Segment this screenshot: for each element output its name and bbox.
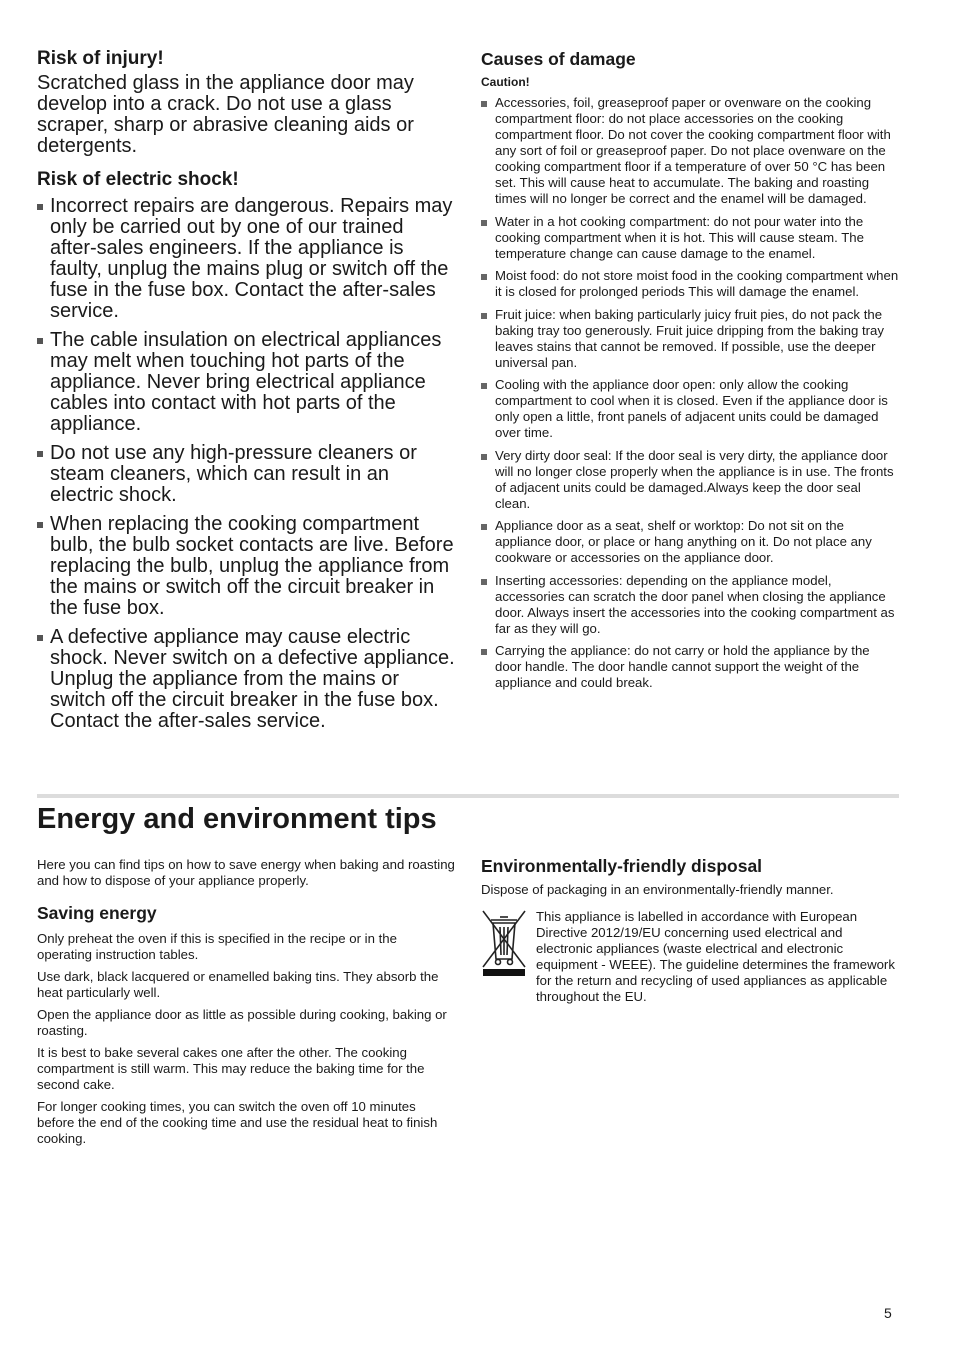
list-item: Water in a hot cooking compartment: do not pour water into the cooking compartment when it is hot. This will cause steam. The temperature change can cause damage to the enamel. <box>481 214 899 262</box>
list-item: Incorrect repairs are dangerous. Repairs may only be carried out by one of our trained after-sales engineers. If the appliance is faulty, unplug the mains plug or switch off the fuse in the fuse box. Contact the after-sales service. <box>37 196 455 322</box>
shock-list <box>37 196 455 732</box>
disposal-intro: Dispose of packaging in an environmentally-friendly manner. <box>481 882 834 897</box>
saving-paragraph: For longer cooking times, you can switch the oven off 10 minutes before the end of the cooking time and use the residual heat to finish cooking. <box>37 1099 438 1146</box>
saving-column <box>37 857 455 1153</box>
list-item: Inserting accessories: depending on the appliance model, accessories can scratch the door panel when closing the appliance door. Always insert the accessories into the cooking compartment as far as they will go. <box>481 573 899 637</box>
list-item: Do not use any high-pressure cleaners or steam cleaners, which can result in an electric shock. <box>37 443 455 506</box>
list-item: Very dirty door seal: If the door seal is very dirty, the appliance door will no longer close properly when the appliance is in use. The fronts of adjacent units could be damaged.Always keep the door seal clean. <box>481 448 899 512</box>
list-item: Cooling with the appliance door open: only allow the cooking compartment to cool when it is closed. Even if the appliance door is only open a little, front panels of adjacent units could be damaged over time. <box>481 377 899 441</box>
saving-paragraph: Open the appliance door as little as possible during cooking, baking or roasting. <box>37 1007 447 1038</box>
weee-block <box>481 909 899 1005</box>
saving-heading: Saving energy <box>37 903 157 923</box>
injury-heading: Risk of injury! <box>37 48 164 69</box>
list-item: Fruit juice: when baking particularly juicy fruit pies, do not pack the baking tray too generously. Fruit juice dripping from the baking tray leaves stains that cannot be removed. If possible, use the deeper universal pan. <box>481 307 899 371</box>
weee-text: This appliance is labelled in accordance with European Directive 2012/19/EU concerning used electrical and electronic appliances (waste electrical and electronic equipment - WEEE). The guideline determines the framework for the return and recycling of used appliances as applicable throughout the EU. <box>536 909 895 1004</box>
energy-intro: Here you can find tips on how to save energy when baking and roasting and how to dispose of your appliance properly. <box>37 857 455 888</box>
safety-column <box>37 48 455 740</box>
section-title: Energy and environment tips <box>37 803 437 835</box>
list-item: Carrying the appliance: do not carry or hold the appliance by the door handle. The door handle cannot support the weight of the appliance and could break. <box>481 643 899 691</box>
disposal-column <box>481 855 899 1005</box>
saving-paragraph: It is best to bake several cakes one after the other. The cooking compartment is still warm. This may reduce the baking time for the second cake. <box>37 1045 425 1092</box>
list-item: The cable insulation on electrical appliances may melt when touching hot parts of the appliance. Never bring electrical appliance cables into contact with hot parts of the appliance. <box>37 330 455 435</box>
damage-heading: Causes of damage <box>481 49 636 69</box>
caution-label: Caution! <box>481 75 530 89</box>
page-number: 5 <box>884 1305 892 1321</box>
list-item: Accessories, foil, greaseproof paper or ovenware on the cooking compartment floor: do not place accessories on the cooking compartment floor. Do not cover the cooking compartment floor with any sort of foil or greaseproof paper. Do not place ovenware on the cooking compartment floor if a temperature of over 50 °C has been set. This will cause heat to accumulate. The baking and roasting times will no longer be correct and the enamel will be damaged. <box>481 95 899 207</box>
section-divider <box>37 794 899 798</box>
disposal-heading: Environmentally-friendly disposal <box>481 856 763 876</box>
injury-text: Scratched glass in the appliance door may develop into a crack. Do not use a glass scraper, sharp or abrasive cleaning aids or detergents. <box>37 72 414 157</box>
crossed-out-wheelie-bin-icon <box>481 909 529 1005</box>
damage-list <box>481 95 899 691</box>
saving-paragraph: Only preheat the oven if this is specified in the recipe or in the operating instruction tables. <box>37 931 397 962</box>
shock-heading: Risk of electric shock! <box>37 169 239 190</box>
list-item: A defective appliance may cause electric shock. Never switch on a defective appliance. Unplug the appliance from the mains or switch off the circuit breaker in the fuse box. Contact the after-sales service. <box>37 627 455 732</box>
list-item: Appliance door as a seat, shelf or worktop: Do not sit on the appliance door, or place or hang anything on it. Do not place any cookware or accessories on the appliance door. <box>481 518 899 566</box>
damage-column <box>481 48 899 698</box>
list-item: Moist food: do not store moist food in the cooking compartment when it is closed for prolonged periods This will damage the enamel. <box>481 268 899 300</box>
list-item: When replacing the cooking compartment bulb, the bulb socket contacts are live. Before replacing the bulb, unplug the appliance from the mains or switch off the circuit breaker in the fuse box. <box>37 514 455 619</box>
saving-paragraph: Use dark, black lacquered or enamelled baking tins. They absorb the heat particularly well. <box>37 969 439 1000</box>
